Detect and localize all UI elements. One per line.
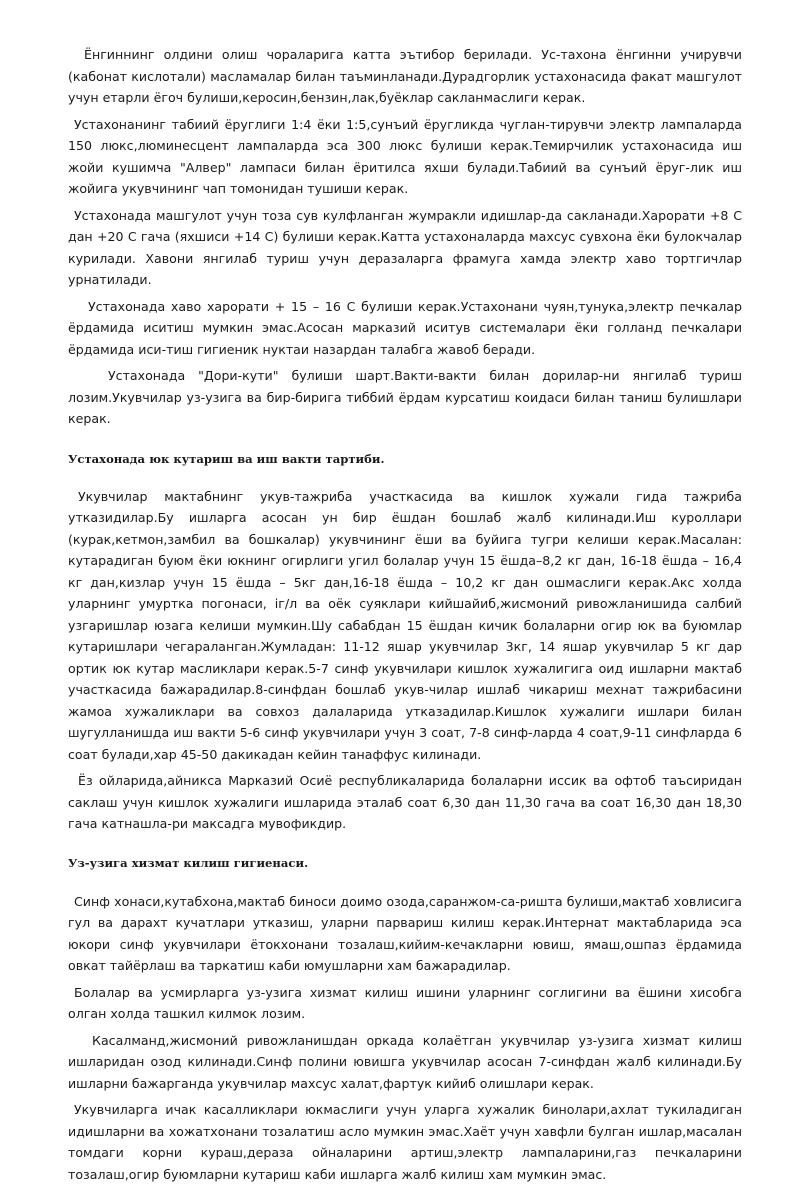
section-heading-load-work-time: Устахонада юк кутариш ва иш вакти тартиби. (68, 451, 385, 466)
paragraph-exemptions: Касалманд,жисмоний ривожланишдан оркада колаётган укувчилар уз-узига хизмат килиш ишларидан озод килинади.Синф полини ювишга укувчилар асосан 7-синфдан жалб килинади.Бу ишларни бажарганда укувчилар махсус халат,фартук кийиб олишлари керак. (68, 1032, 742, 1091)
paragraph-fire-safety: Ёнгиннинг олдини олиш чораларига катта эътибор берилади. Ус-тахона ёнгинни учирувчи (кабонат кислотали) масламалар билан таъминланади.Дурадгорлик устахонасида факат машгулот учун етарли ёгоч булиши,керосин,бензин,лак,буёклар сакланмаслиги керак. (68, 47, 742, 105)
paragraph-heating: Устахонада хаво харорати + 15 – 16 С булиши керак.Устахонани чуян,тунука,электр печкалар ёрдамида иситиш мумкин эмас.Асосан марказий иситув системалари ёки голланд печкалари ёрдамида иси-тиш гигиеник нуктаи назардан талабга жавоб беради. (68, 298, 742, 357)
paragraph-load-limits: Укувчилар мактабнинг укув-тажриба участкасида ва кишлок хужали гида тажриба утказидилар.Бу ишларга асосан ун бир ёшдан бошлаб жалб килинади.Иш куроллари (курак,кетмон,замбил ва бошкалар) укувчининг ёши ва буйига тугри келиши керак.Масалан: кутарадиган буюм ёки юкнинг огирлиги угил болалар учун 15 ёшда–8,2 кг дан, 16-18 ёшда – 16,4 кг дан,кизлар учун 15 ёшда – 5кг дан,16-18 ёшда – 10,2 кг дан ошмаслиги керак.Акс холда уларнинг умуртка погонаси, іг/л ва оёк суяклари кийшайиб,жисмоний ривожланишида салбий узгаришлар юзага келиши мумкин.Шу сабабдан 15 ёшдан кичик болаларни огир юк ва буюмлар кутаришлари чегараланган.Жумладан: 11-12 яшар укувчилар 3кг, 14 яшар укувчилар 5 кг дар ортик юк кутар масликлари керак.5-7 синф укувчилари кишлок хужалигига оид ишларни мактаб участкасида бажарадилар.8-синфдан бошлаб укув-чилар ишлаб чикариш мехнат тажрибасини жамоа хужаликлари ва совхоз далаларида утказадилар.Кишлок хужалиги ишлари билан шугулланишда иш вакти 5-6 синф укувчилари учун 3 соат, 7-8 синф-ларда 4 соат,9-11 синфларда 6 соат булади,хар 45-50 дакикадан кейин танаффус килинади. (68, 488, 742, 762)
section-heading-self-service-hygiene: Уз-узига хизмат килиш гигиенаси. (68, 855, 309, 870)
paragraph-first-aid: Устахонада "Дори-кути" булиши шарт.Вакти-вакти билан дорилар-ни янгилаб туриш лозим.Укувчилар уз-узига ва бир-бирига тиббий ёрдам курсатиш коидаси билан таниш булишлари керак. (68, 368, 742, 426)
paragraph-water-temperature: Устахонада машгулот учун тоза сув кулфланган жумракли идишлар-да сакланади.Харорати +8 С дан +20 С гача (яхшиси +14 С) булиши керак.Катта устахоналарда махсус сувхона ёки булокчалар курилади. Хавони янгилаб туриш учун деразаларга фрамуга хамда электр хаво тортгичлар урнатилади. (68, 207, 742, 287)
document-page (68, 44, 742, 1190)
paragraph-prohibited-tasks: Укувчиларга ичак касалликлари юкмаслиги учун уларга хужалик бинолари,ахлат тукиладиган идишларни ва хожатхонани тозалатиш асло мумкин эмас.Хаёт учун хавфли булган ишлар,масалан томдаги корни кураш,деразa ойналарини артиш,электр лампаларини,газ печкаларини тозалаш,огир буюмларни кутариш каби ишларга жалб килиш хам мумкин эмас. (68, 1102, 742, 1182)
paragraph-self-service-age: Болалар ва усмирларга уз-узига хизмат килиш ишини уларнинг соглигини ва ёшини хисобга олган холда ташкил килмок лозим. (68, 984, 742, 1021)
paragraph-summer-hours: Ёз ойларида,айникса Марказий Осиё республикаларида болаларни иссик ва офтоб таъсиридан саклаш учун кишлок хужалиги ишларида эталаб соат 6,30 дан 11,30 гача ва соат 16,30 дан 18,30 гача катнашла-ри максадга мувофикдир. (68, 773, 742, 831)
paragraph-school-cleanliness: Синф хонаси,кутабхона,мактаб биноси доимо озода,саранжом-са-ришта булиши,мактаб ховлисига гул ва дарахт кучатлари утказиш, уларни парвариш килиш керак.Интернат мактабларида эса юкори синф укувчилари ётокхонани тозалаш,кийим-кечакларни ювиш, ямаш,ошпаз ёрдамида овкат тайёрлаш ва таркатиш каби юмушларни хам бажарадилар. (68, 893, 742, 973)
paragraph-lighting: Устахонанинг табиий ёруглиги 1:4 ёки 1:5,сунъий ёругликда чуглан-тирувчи электр лампаларда 150 люкс,люминесцент лампаларда эса 300 люкс булиши керак.Темирчилик устахонасида иш жойи кушимча "Алвер" лампаси билан ёритилса яхши булади.Табиий ва сунъий ёруг-лик иш жойига укувчининг чап томонидан тушиши керак. (68, 116, 742, 196)
